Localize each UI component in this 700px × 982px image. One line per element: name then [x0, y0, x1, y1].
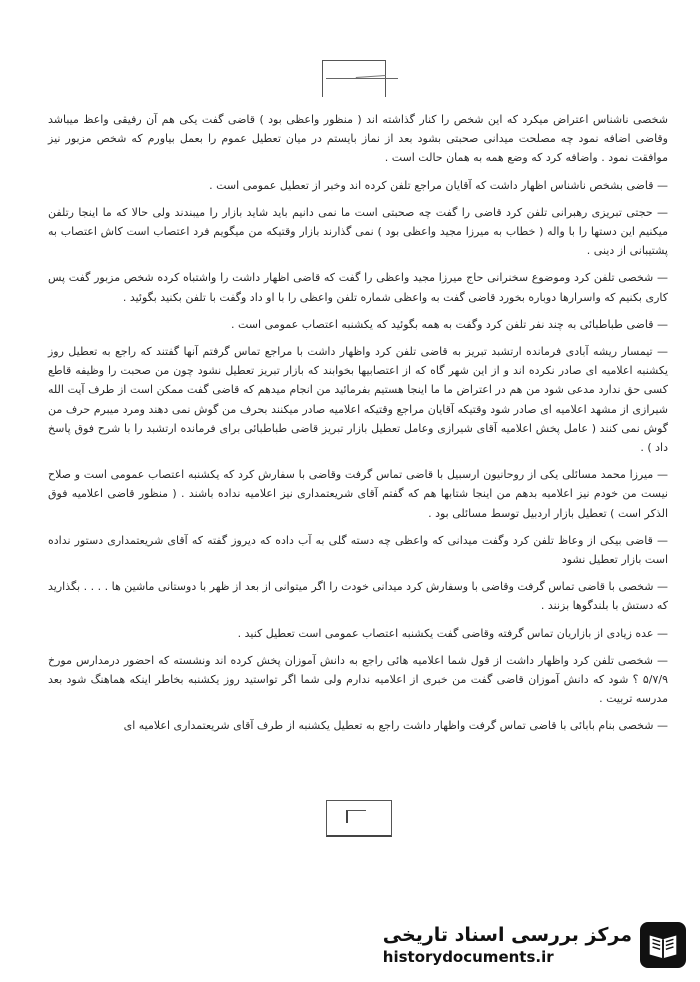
watermark-texts [383, 924, 632, 966]
footer-stamp-mark [346, 810, 366, 823]
paragraph-6: — تیمسار ریشه آبادی فرمانده ارتشبد تبریز به قاضی تلفن کرد واظهار داشت با مراجع تماس گرفتم آنها گفتند که راجع به تعطیل روز یکشنبه اعلامیه ای صادر نکرده اند و از این شهر گاه که از اعتصابیها بخوابند که بازار تبریز تعطیل نشود چون من صحبت را وظیفه قاطع کسی حق ندارد مدعی شود من هم در اعتراض ما ما اینجا هستیم بفرمائید من انجام میدهم که قاضی گفت ممکن است از طرف آیت الله شیرازی از مشهد اعلامیه ای صادر شود وقتیکه آقایان مراجع وقتیکه اعلامیه صادر میکنند بحرف من گوش نمی دهند ومرد میبرم حرف من گوش نمی کنند ( عامل پخش اعلامیه آقای شیرازی وعامل تعطیل بازار تبریز قاضی طباطبائی برای فرمانده ارتشبد را با شرح فوق پاسخ داد ) . [48, 345, 668, 455]
paragraph-5: — قاضی طباطبائی به چند نفر تلفن کرد وگفت به همه بگوئید که یکشنبه اعتصاب عمومی است . [231, 317, 668, 331]
watermark [383, 922, 686, 968]
document-body [48, 110, 668, 736]
book-logo-icon [640, 922, 686, 968]
paragraph-1: شخصی ناشناس اعتراض میکرد که این شخص را کنار گذاشته اند ( منظور واعظی بود ) قاضی گفت یکی هم آن رفیقی واعظ میباشد وقاضی اضافه نمود چه مصلحت میدانی صحبتی بشود بعد از نماز بایستم در میان تعطیل عموم را بعمل بیاورم که شخص مزبور نیز موافقت نمود . واضافه کرد که وضع همه به همان حالت است . [48, 113, 668, 165]
paragraph-12: — شخصی بنام بابائی با قاضی تماس گرفت واظهار داشت راجع به تعطیل یکشنبه از طرف آقای شریعتمداری اعلامیه ای [123, 719, 668, 733]
paragraph-4: — شخصی تلفن کرد وموضوع سخنرانی حاج میرزا مجید واعظی را گفت که قاضی اظهار داشت را واشتباه کرده شخص مزبور گفت پس کاری بکنیم که واسرارها دوباره بخورد قاضی گفت به واعظی شماره تلفن واعظی را با او داد وگفت با تلفن بکنید بگوئید . [48, 271, 668, 304]
watermark-url[interactable]: historydocuments.ir [382, 948, 554, 966]
paragraph-8: — قاضی بیکی از وعاظ تلفن کرد وگفت میدانی که واعظی چه دسته گلی به آب داده که دیروز گفته که آقای شریعتمداری دستور نداده است بازار تعطیل نشود [48, 533, 668, 567]
paragraph-7: — میرزا محمد مسائلی یکی از روحانیون ارسبیل با قاضی تماس گرفت وقاضی با سفارش کرد که یکشنبه اعتصاب عمومی است و صلاح نیست من خودم نیز اعلامیه بدهم من اینجا شتابها هم که گفتم آقای شریعتمداری نیز اعلامیه نداده باشند . ( منظور قاضی اعلامیه فوق الذکر است ) تعطیل بازار اردبیل توسط مسائلی بود . [48, 468, 668, 520]
paragraph-9: — شخصی با قاضی تماس گرفت وقاضی با وسفارش کرد میدانی خودت را اگر میتوانی از بعد از ظهر با دوستانی ماشین ها . . . . بگذارید که دستش با بلندگوها بزنند . [48, 580, 668, 613]
paragraph-11: — شخصی تلفن کرد واظهار داشت از قول شما اعلامیه هائی راجع به دانش آموزان پخش کرده اند ونشسته که احضور درمدارس مورخ ۵/۷/۹ ؟ شود که دانش آموزان قاضی گفت من خبری از اعلامیه ندارم ولی شما اگر تواستید روز یکشنبه بخاطر اینکه هماهنگ شود بعد مدرسه تربیت . [48, 653, 668, 706]
paragraph-2: — قاضی بشخص ناشناس اظهار داشت که آقایان مراجع تلفن کرده اند وخبر از تعطیل عمومی است . [209, 178, 668, 192]
watermark-title: مرکز بررسی اسناد تاریخی [382, 924, 632, 946]
paragraph-10: — عده زیادی از بازاریان تماس گرفته وقاضی گفت یکشنبه اعتصاب عمومی است تعطیل کنید . [237, 626, 668, 640]
paragraph-3: — حجتی تبریزی رهبرانی تلفن کرد قاضی را گفت چه صحبتی است ما نمی دانیم باید شاید بازار را میبندند ولی حالا که ما اینجا رتلفن میکنیم این دستها را با واله ( خطاب به میرزا مجید واعظی بود ) نمی گذارند بازار وقتیکه من میگویم فرد اعتصاب است کاش اعتصاب به پشتیبانی از دینی . [48, 205, 668, 258]
